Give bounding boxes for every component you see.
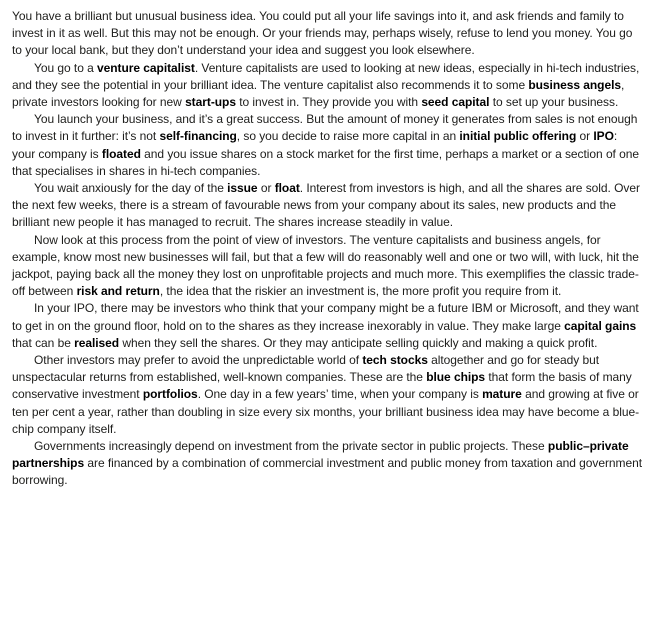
key-term: float: [274, 181, 300, 196]
paragraph-1: [12, 8, 642, 60]
key-term: blue chips: [426, 370, 486, 385]
key-term: initial public offering: [459, 129, 577, 144]
body-text: , so you decide to raise more capital in an: [236, 129, 460, 144]
paragraph-6: [12, 300, 642, 352]
document-page: [12, 8, 642, 490]
body-text: Governments increasingly depend on investment from the private sector in public projects. These: [34, 439, 548, 454]
paragraph-7: [12, 352, 642, 438]
body-text: In your IPO, there may be investors who think that your company might be a future IBM or Microsoft, and they want to get in on the ground floor, hold on to the shares as they increase inexorably in value. They make large: [12, 301, 639, 333]
body-text: and growing at five or ten per cent a year, rather than doubling in size every six months, your brilliant business idea may have become a blue-chip company itself.: [12, 387, 640, 436]
key-term: capital gains: [564, 318, 637, 333]
body-text: You go to a: [34, 60, 98, 75]
body-text: You have a brilliant but unusual business idea. You could put all your life savings into it, and ask friends and family to invest in it as well. But this may not be enough. Or your friends may, perhaps wisely, refuse to lend you money. You go to your local bank, but they don’t understand your idea and suggest you look elsewhere.: [12, 9, 633, 58]
key-term: issue: [227, 181, 258, 196]
body-text: to set up your business.: [489, 95, 619, 110]
key-term: IPO: [593, 129, 614, 144]
body-text: You wait anxiously for the day of the: [34, 181, 228, 196]
body-text: when they sell the shares. Or they may anticipate selling quickly and making a quick profit.: [119, 335, 598, 350]
key-term: venture capitalist: [97, 60, 195, 75]
key-term: business angels: [528, 77, 621, 92]
body-text: or: [257, 181, 275, 196]
body-text: Now look at this process from the point of view of investors. The venture capitalists and business angels, for example, know most new businesses will fail, but that a few will do reasonably well and one or two will, with luck, hit the jackpot, paying back all the money they lost on unprofitable projects and much more. This exemplifies the classic trade-off between: [12, 232, 639, 299]
body-text: and you issue shares on a stock market for the first time, perhaps a market or a section of one that specialises in shares in hi-tech companies.: [12, 146, 640, 178]
body-text: . One day in a few years’ time, when your company is: [197, 387, 483, 402]
body-text: , the idea that the riskier an investment is, the more profit you require from it.: [159, 284, 562, 299]
paragraph-8: [12, 438, 642, 490]
key-term: self-financing: [159, 129, 237, 144]
body-text: You launch your business, and it’s a great success. But the amount of money it generates from sales is not enough to invest in it further: it’s not: [12, 112, 638, 144]
body-text: altogether and go for steady but unspectacular returns from established, well-known companies. These are the: [12, 353, 599, 385]
key-term: tech stocks: [362, 353, 428, 368]
key-term: floated: [101, 146, 141, 161]
body-text: that form the basis of many conservative investment: [12, 370, 632, 402]
key-term: seed capital: [421, 95, 490, 110]
paragraph-3: [12, 111, 642, 180]
paragraph-2: [12, 60, 642, 112]
body-text: are financed by a combination of commercial investment and public money from taxation and government borrowing.: [12, 456, 643, 488]
body-text: Other investors may prefer to avoid the unpredictable world of: [34, 353, 363, 368]
key-term: portfolios: [142, 387, 198, 402]
key-term: risk and return: [76, 284, 160, 299]
paragraph-5: [12, 232, 642, 301]
key-term: mature: [482, 387, 522, 402]
body-text: to invest in. They provide you with: [235, 95, 422, 110]
body-text: . Interest from investors is high, and all the shares are sold. Over the next few weeks, there is a stream of favourable news from your company about its sales, new products and the brilliant new people it has managed to recruit. The shares increase steadily in value.: [12, 181, 640, 230]
body-text: , private investors looking for new: [12, 77, 625, 110]
key-term: start-ups: [185, 95, 236, 110]
body-text: : your company is: [12, 129, 618, 161]
body-text: . Venture capitalists are used to looking at new ideas, especially in hi-tech industries, and they see the potential in your brilliant idea. The venture capitalist also recommends it to some: [12, 60, 640, 92]
body-text: or: [576, 129, 594, 144]
paragraph-4: [12, 180, 642, 232]
body-text: that can be: [12, 335, 75, 350]
key-term: public–private partnerships: [12, 439, 629, 471]
key-term: realised: [74, 335, 120, 350]
